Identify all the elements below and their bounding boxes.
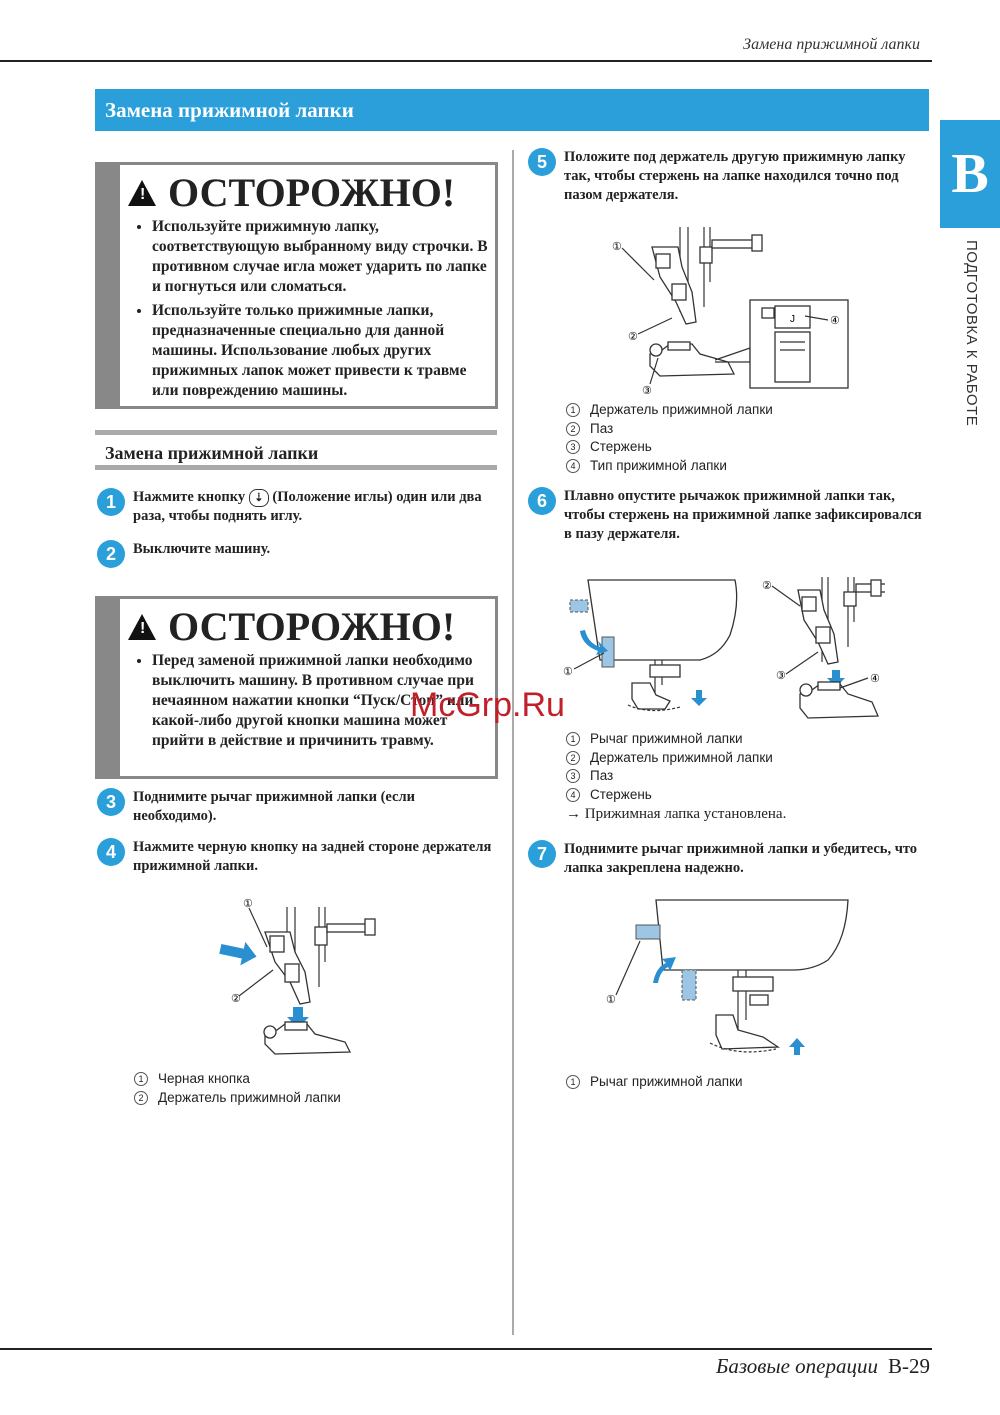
legend-item: 1 Рычаг прижимной лапки [566, 730, 773, 749]
svg-text:①: ① [563, 666, 573, 678]
step-2: 2 Выключите машину. [97, 540, 497, 568]
illustration-foot-engaged [760, 572, 885, 727]
caution-item: • Используйте только прижимные лапки, предназначенные специально для данной машины. Использование любых других прижимных лапок может привести к травме или повреждению машины. [152, 301, 489, 401]
step-number: 7 [528, 840, 556, 868]
svg-text:②: ② [628, 331, 638, 343]
svg-text:④: ④ [870, 673, 880, 685]
step-number: 5 [528, 148, 556, 176]
step-number: 1 [97, 488, 125, 516]
illustration-raise-lever [598, 895, 853, 1070]
warning-triangle-icon: ! [128, 180, 156, 206]
legend-item: 1 Рычаг прижимной лапки [566, 1073, 743, 1092]
result-text: → Прижимная лапка установлена. [566, 806, 787, 822]
legend-step-7 [566, 1073, 743, 1092]
caution-title: ! ОСТОРОЖНО! [128, 169, 455, 216]
page-number: B-29 [888, 1354, 930, 1378]
caution-box-1 [95, 162, 498, 409]
svg-text:②: ② [762, 580, 772, 592]
footer-rule [0, 1348, 932, 1350]
legend-item: 2 Держатель прижимной лапки [134, 1089, 341, 1108]
legend-item: 1 Держатель прижимной лапки [566, 401, 773, 420]
legend-step-6 [566, 730, 773, 804]
running-header: Замена прижимной лапки [743, 36, 920, 53]
caution-title: ! ОСТОРОЖНО! [128, 603, 455, 650]
legend-step-4 [134, 1070, 341, 1107]
header-rule [0, 60, 932, 62]
svg-text:②: ② [231, 993, 241, 1005]
step-3: 3 Поднимите рычаг прижимной лапки (если необходимо). [97, 788, 497, 826]
illustration-lower-lever [560, 575, 745, 725]
footer-section: Базовые операции [715, 1354, 878, 1378]
legend-item: 1 Черная кнопка [134, 1070, 341, 1089]
legend-item: 4 Стержень [566, 786, 773, 805]
step-7: 7 Поднимите рычаг прижимной лапки и убедитесь, что лапка закреплена надежно. [528, 840, 928, 878]
svg-text:①: ① [606, 994, 616, 1006]
illustration-remove-foot [215, 892, 385, 1067]
needle-position-icon: ⇣ [249, 489, 269, 507]
step-number: 3 [97, 788, 125, 816]
watermark: McGrp.Ru [410, 686, 565, 724]
step-number: 2 [97, 540, 125, 568]
svg-text:③: ③ [642, 385, 652, 397]
caution-item: • Используйте прижимную лапку, соответствующую выбранному виду строчки. В противном случае игла может ударить по лапке и погнуться или сломаться. [152, 217, 489, 297]
legend-item: 2 Паз [566, 420, 773, 439]
legend-item: 4 Тип прижимной лапки [566, 457, 773, 476]
subsection-title: Замена прижимной лапки [95, 430, 497, 470]
step-4: 4 Нажмите черную кнопку на задней стороне держателя прижимной лапки. [97, 838, 497, 876]
caution-item: • Перед заменой прижимной лапки необходимо выключить машину. В противном случае при нечаянном нажатии кнопки “Пуск/Стоп” или какой-либо другой кнопки машина может прийти в действие и причинить травму. [152, 651, 489, 751]
legend-item: 3 Паз [566, 767, 773, 786]
legend-item: 2 Держатель прижимной лапки [566, 749, 773, 768]
svg-text:④: ④ [830, 315, 840, 327]
svg-text:J: J [790, 314, 795, 325]
step-number: 4 [97, 838, 125, 866]
illustration-place-foot [600, 222, 855, 402]
footer [716, 1354, 930, 1379]
column-divider [512, 150, 514, 1335]
section-banner: Замена прижимной лапки [95, 89, 929, 131]
warning-triangle-icon: ! [128, 614, 156, 640]
step-1: 1 Нажмите кнопку ⇣ (Положение иглы) один или два раза, чтобы поднять иглу. [97, 488, 497, 526]
svg-text:①: ① [243, 898, 253, 910]
chapter-tab-letter: B [940, 120, 1000, 228]
step-number: 6 [528, 487, 556, 515]
legend-item: 3 Стержень [566, 438, 773, 457]
legend-step-5 [566, 401, 773, 475]
step-6: 6 Плавно опустите рычажок прижимной лапки так, чтобы стержень на прижимной лапке зафиксировался в пазу держателя. [528, 487, 928, 544]
svg-text:①: ① [612, 241, 622, 253]
step-5: 5 Положите под держатель другую прижимную лапку так, чтобы стержень на лапке находился точно под пазом держателя. [528, 148, 928, 205]
chapter-tab-label: ПОДГОТОВКА К РАБОТЕ [963, 240, 980, 427]
svg-text:③: ③ [776, 670, 786, 682]
